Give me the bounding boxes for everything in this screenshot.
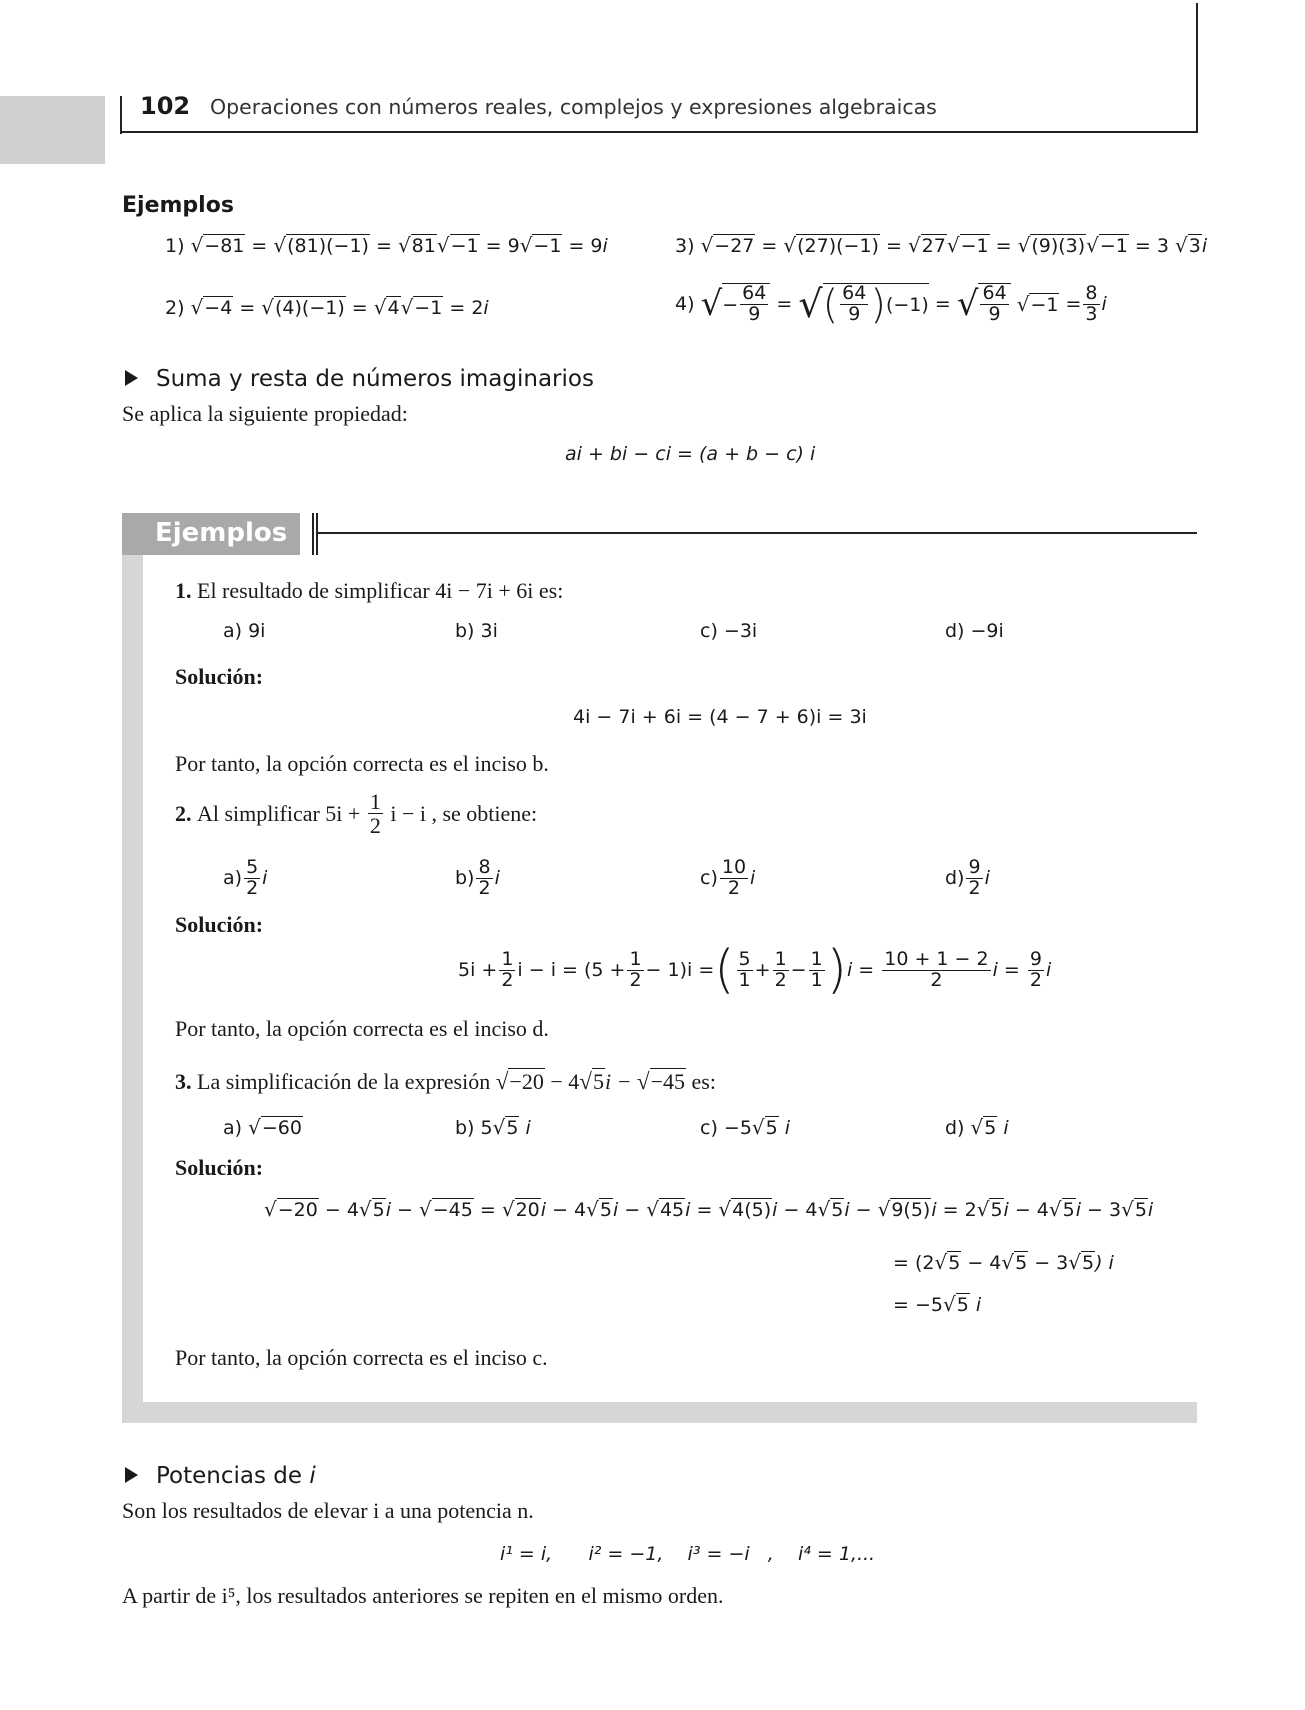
section-outro-potencias: A partir de i⁵, los resultados anteriores se repiten en el mismo orden. (122, 1583, 724, 1608)
problem-3-option-c: c) −5√5 i (700, 1115, 791, 1139)
tab-rule-2 (316, 513, 318, 555)
problem-1-option-b: b) 3i (455, 620, 498, 642)
powers-list: i¹ = i, i² = −1, i³ = −i , i⁴ = 1,... (500, 1543, 876, 1565)
example-3: 3) √−27 = √(27)(−1) = √27√−1 = √(9)(3)√−1 = 3 √3i (675, 233, 1208, 257)
header-gray-tab (0, 96, 105, 164)
problem-3-conclusion: Por tanto, la opción correcta es el inciso c. (175, 1345, 548, 1370)
problem-3-solution-label: Solución: (175, 1155, 264, 1180)
section-intro-potencias: Son los resultados de elevar i a una potencia n. (122, 1498, 534, 1523)
header-bottom-rule (120, 131, 1198, 133)
header-right-rule (1196, 3, 1198, 133)
formula-suma: ai + bi − ci = (a + b − c) i (565, 443, 816, 465)
problem-3-option-d: d) √5 i (945, 1115, 1009, 1139)
problem-3-option-a: a) √−60 (223, 1115, 302, 1139)
problem-2-option-d: d) $\frac{9}{2}$ i (945, 856, 990, 899)
problem-2-option-a: a) $\frac{5}{2}$ i (223, 856, 268, 899)
examples-heading: Ejemplos (122, 193, 234, 218)
problem-1-option-d: d) −9i (945, 620, 1004, 642)
problem-1-statement: 1. El resultado de simplificar 4i − 7i + 6i es: (175, 578, 564, 603)
problem-3-equation-line-2: = (2√5 − 4√5 − 3√5) i (893, 1250, 1114, 1274)
header-left-rule (120, 96, 122, 134)
problem-3-statement: 3. La simplificación de la expresión √−20 − 4√5i − √−45 es: (175, 1068, 716, 1094)
problem-1-equation: 4i − 7i + 6i = (4 − 7 + 6)i = 3i (573, 706, 867, 728)
box-top-rule (316, 532, 1197, 534)
problem-2-equation: 5i + $\frac{1}{2}$ i − i = (5 + $\frac{1}{2}$ − 1)i = ( $\frac{5}{1}$ + $\frac{1}{2}$ − $\frac{1}{1}$ ) i = $\frac{10 + 1 - 2}{2}$ i = $\frac{9}{2}$ i (458, 940, 1052, 1000)
problem-2-conclusion: Por tanto, la opción correcta es el inciso d. (175, 1016, 549, 1041)
problem-2-solution-label: Solución: (175, 912, 264, 937)
problem-3-option-b: b) 5√5 i (455, 1115, 531, 1139)
problem-1-option-c: c) −3i (700, 620, 758, 642)
example-4: 4) √ − $\frac{64}{9}$ = √ ( $\frac{64}{9}$ ) (−1) = √ $\frac{64}{9}$ √−1 = $\frac{8}{3}$ i (675, 281, 1107, 328)
section-title-suma: Suma y resta de números imaginarios (125, 366, 594, 392)
problem-3-equation-line-3: = −5√5 i (893, 1292, 982, 1316)
section-intro-suma: Se aplica la siguiente propiedad: (122, 401, 408, 426)
arrow-bullet-icon (125, 1467, 138, 1483)
problem-2-statement: 2. Al simplificar 5i + $\frac{1}{2}$ i − i , se obtiene: (175, 789, 538, 839)
problem-1-option-a: a) 9i (223, 620, 266, 642)
problem-2-option-c: c) $\frac{10}{2}$ i (700, 856, 756, 899)
page-number: 102 (140, 92, 191, 120)
problem-1-solution-label: Solución: (175, 664, 264, 689)
problem-2-option-b: b) $\frac{8}{2}$ i (455, 856, 500, 899)
arrow-bullet-icon (125, 370, 138, 386)
example-1: 1) √−81 = √(81)(−1) = √81√−1 = 9√−1 = 9i (165, 233, 608, 257)
tab-rule (312, 513, 314, 555)
page-title: Operaciones con números reales, complejos y expresiones algebraicas (210, 95, 937, 119)
example-2: 2) √−4 = √(4)(−1) = √4√−1 = 2i (165, 295, 489, 319)
problem-3-equation-line-1: √−20 − 4√5i − √−45 = √20i − 4√5i − √45i = √4(5)i − 4√5i − √9(5)i = 2√5i − 4√5i − 3√5i (264, 1197, 1154, 1221)
problem-1-conclusion: Por tanto, la opción correcta es el inciso b. (175, 751, 549, 776)
section-title-potencias: Potencias de i (125, 1463, 316, 1489)
examples-tab-label: Ejemplos (155, 518, 288, 548)
